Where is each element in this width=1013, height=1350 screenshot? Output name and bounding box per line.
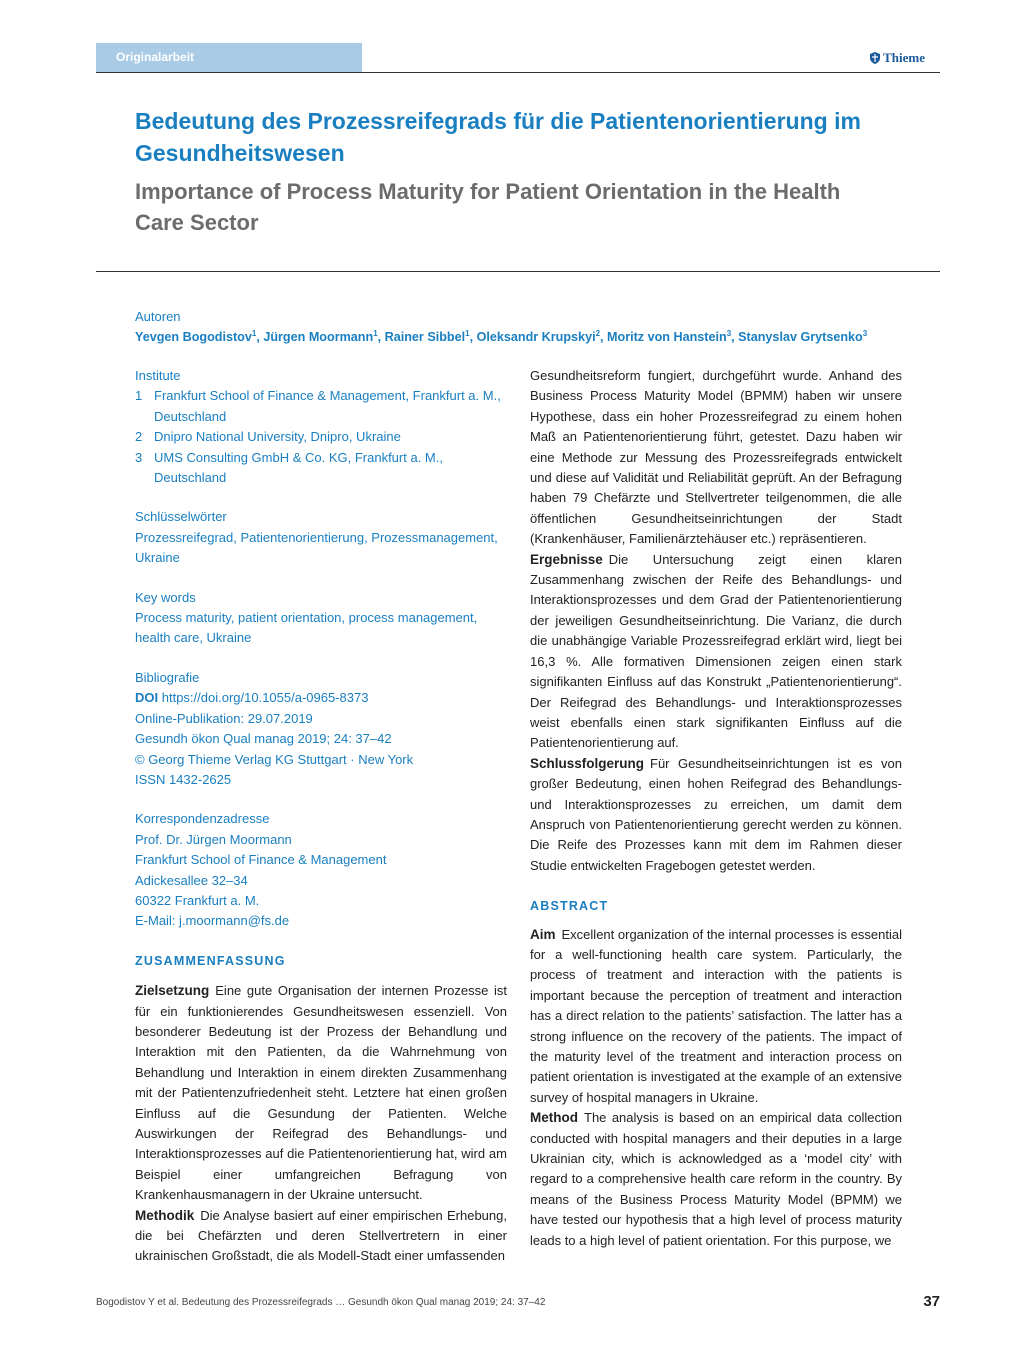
keywords-de-text: Prozessreifegrad, Patientenorientierung, Prozessmanagement, Ukraine: [135, 529, 498, 566]
correspondence-org: Frankfurt School of Finance & Management: [135, 852, 387, 868]
institute-text: Frankfurt School of Finance & Management, Frankfurt a. M., Deutschland: [154, 388, 501, 424]
author-name: Moritz von Hanstein: [607, 330, 727, 345]
aim-paragraph: [530, 925, 902, 1109]
correspondence-label: Korrespondenzadresse: [135, 811, 270, 827]
correspondence-email[interactable]: E-Mail: j.moormann@fs.de: [135, 913, 290, 929]
author-name: Yevgen Bogodistov: [135, 330, 252, 345]
author-affiliation: 1: [373, 329, 378, 338]
ergebnisse-paragraph: [530, 550, 902, 754]
methodik-label: Methodik: [135, 1207, 195, 1223]
author-list: Yevgen Bogodistov$^1$, Jürgen Moormann$^1$, Rainer Sibbel$^1$, Oleksandr Krupskyi$^2$, Moritz von Hanstein$^3$, Stanyslav Grytsenko$^3$: [135, 329, 868, 345]
author-name: Stanyslav Grytsenko: [738, 330, 863, 345]
zusammenfassung-heading: ZUSAMMENFASSUNG: [135, 953, 286, 968]
ergebnisse-text: Die Untersuchung zeigt einen klaren Zusammenhang zwischen der Reife des Behandlungs- und Interaktionsprozesses und dem Grad der Patientenorientierung der jeweiligen Gesundheitseinrichtung. Die Varianz, die durch die unabhängige Variable Prozessreifegrad erklärt wird, liegt bei 16,3 %. Alle formativen Dimensionen zeigen einen stark signifikanten Einfluss auf das Konstrukt „Patientenorientierung“. Der Reifegrad des Behandlungs- und Interaktionsprozesses weist ebenfalls einen stark signifikanten Einfluss auf die Patientenorientierung auf.: [530, 551, 902, 751]
keywords-en-label: Key words: [135, 589, 196, 605]
title-rule: [96, 271, 940, 272]
publisher-logo[interactable]: [870, 50, 925, 66]
keywords-english: [135, 588, 507, 649]
schluss-text: Für Gesundheitseinrichtungen ist es von großer Bedeutung, einen hohen Reifegrad des Behandlungs- und Interaktionsprozesses zu erreichen, um damit dem Anspruch von Patientenorientierung gerecht werden zu können. Die Reife des Prozesses kann mit dem im Rahmen dieser Studie entwickelten Fragebogen getestet werden.: [530, 755, 902, 873]
zielsetzung-label: Zielsetzung: [135, 983, 210, 999]
institutes: [135, 366, 507, 488]
author-name: Jürgen Moormann: [263, 330, 374, 345]
abstract-heading: ABSTRACT: [530, 899, 609, 914]
institutes-label: Institute: [135, 368, 181, 383]
methodik-paragraph: [135, 1206, 507, 1267]
institute-item: [135, 386, 507, 427]
keywords-de-label: Schlüsselwörter: [135, 509, 227, 525]
authors-label: Autoren: [135, 309, 181, 324]
institute-item: [135, 448, 507, 489]
ergebnisse-label: Ergebnisse: [530, 551, 603, 567]
institute-item: [135, 427, 507, 447]
bibliography-label: Bibliografie: [135, 669, 200, 685]
author-name: Oleksandr Krupskyi: [476, 330, 596, 345]
title-english: Importance of Process Maturity for Patient Orientation in the Health Care Sector: [135, 179, 841, 235]
zielsetzung-paragraph: [135, 981, 507, 1205]
online-date: Online-Publikation: 29.07.2019: [135, 710, 313, 726]
issn: ISSN 1432-2625: [135, 771, 232, 787]
correspondence-street: Adickesallee 32–34: [135, 872, 248, 888]
correspondence-name: Prof. Dr. Jürgen Moormann: [135, 831, 292, 847]
keywords-en-text: Process maturity, patient orientation, process management, health care, Ukraine: [135, 610, 478, 646]
page-number: 37: [923, 1293, 940, 1310]
left-column: [135, 366, 507, 1267]
aim-text: Excellent organization of the internal processes is essential for a well-functioning health care system. Particularly, the process of treatment and interaction with the patients is important because the perception of treatment and interaction has a direct relation to the patients’ satisfaction. The latter has a strong influence on the recovery of the patients. The impact of the maturity level of the treatment and interaction process on patient orientation is investigated at the example of an extensive survey of hospital managers in Ukraine.: [530, 926, 902, 1105]
bibliography: [135, 668, 507, 790]
header-rule: [96, 72, 940, 73]
doi-link[interactable]: https://doi.org/10.1055/a-0965-8373: [161, 690, 369, 706]
schluss-label: Schlussfolgerung: [530, 755, 645, 771]
methodik-text: Die Analyse basiert auf einer empirischen Erhebung, die bei Chefärzten und deren Stellvertretern in einer ukrainischen Großstadt, die als Modell-Stadt einer umfassenden: [135, 1207, 507, 1264]
copyright: © Georg Thieme Verlag KG Stuttgart · New York: [135, 751, 414, 767]
author-name: Rainer Sibbel: [384, 330, 466, 345]
publisher-name: Thieme: [883, 50, 925, 65]
method-paragraph: [530, 1108, 902, 1251]
method-text: The analysis is based on an empirical data collection conducted with hospital managers and their deputies in a large Ukrainian city, which is acknowledged as a ‘model city’ with regard to a comprehensive health care reform in the country. By means of the Business Process Maturity Model (BPMM) we have tested our hypothesis that a high level of process maturity leads to a high level of patient orientation. For this purpose, we: [530, 1110, 902, 1248]
author-affiliation: 1: [465, 329, 470, 338]
institute-text: Dnipro National University, Dnipro, Ukraine: [154, 429, 401, 445]
right-column: [530, 366, 902, 1251]
footer-citation: Bogodistov Y et al. Bedeutung des Prozessreifegrads … Gesundh ökon Qual manag 2019; 24: 37–42: [96, 1297, 546, 1308]
institute-number: 2: [135, 429, 143, 445]
author-affiliation: 3: [726, 329, 732, 338]
author-affiliation: 2: [595, 329, 601, 338]
correspondence-city: 60322 Frankfurt a. M.: [135, 892, 260, 908]
author-affiliation: 3: [862, 329, 868, 338]
correspondence: [135, 809, 507, 931]
aim-label: Aim: [530, 926, 556, 942]
zielsetzung-text: Eine gute Organisation der internen Prozesse ist für ein funktionierendes Gesundheitswesen essenziell. Von besonderer Bedeutung ist der Prozess der Behandlung und Interaktion mit den Patienten, da die Wahrnehmung von Behandlung und Interaktion in einem direkten Zusammenhang mit der Patientenzufriedenheit steht. Letztere hat einen großen Einfluss auf die Gesundung der Patienten. Welche Auswirkungen der Reifegrad des Behandlungs- und Interaktionsprozesses auf die Patientenorientierung hat, wird am Beispiel einer umfangreichen Befragung von Krankenhausmanagern in der Ukraine untersucht.: [135, 983, 507, 1203]
title-german: Bedeutung des Prozessreifegrads für die Patientenorientierung im Gesundheitswesen: [135, 108, 861, 166]
author-affiliation: 1: [251, 329, 257, 338]
institute-number: 1: [135, 388, 143, 404]
thieme-logo-icon: [870, 52, 880, 64]
method-label: Method: [530, 1110, 578, 1126]
doi-line: [135, 688, 507, 708]
institute-number: 3: [135, 449, 143, 465]
section-tag: Originalarbeit: [96, 43, 362, 72]
institute-text: UMS Consulting GmbH & Co. KG, Frankfurt a. M., Deutschland: [154, 449, 443, 486]
schluss-paragraph: [530, 754, 902, 876]
doi-label: DOI: [135, 690, 159, 706]
keywords-german: [135, 507, 507, 568]
journal-citation: Gesundh ökon Qual manag 2019; 24: 37–42: [135, 731, 392, 747]
methodik-continued: Gesundheitsreform fungiert, durchgeführt wurde. Anhand des Business Process Maturity Model (BPMM) haben wir unsere Hypothese, dass ein hoher Prozessreifegrad zu einem hohen Maß an Patientenorientierung führt, getestet. Dazu haben wir eine Methode zur Messung des Prozessreifegrads entwickelt und diese auf Validität und Reliabilität geprüft. An der Befragung haben 79 Chefärzte und Stellvertreter teilgenommen, die alle öffentlichen Gesundheitseinrichtungen der Stadt (Krankenhäuser, Familienärztehäuser etc.) repräsentieren.: [530, 368, 902, 547]
